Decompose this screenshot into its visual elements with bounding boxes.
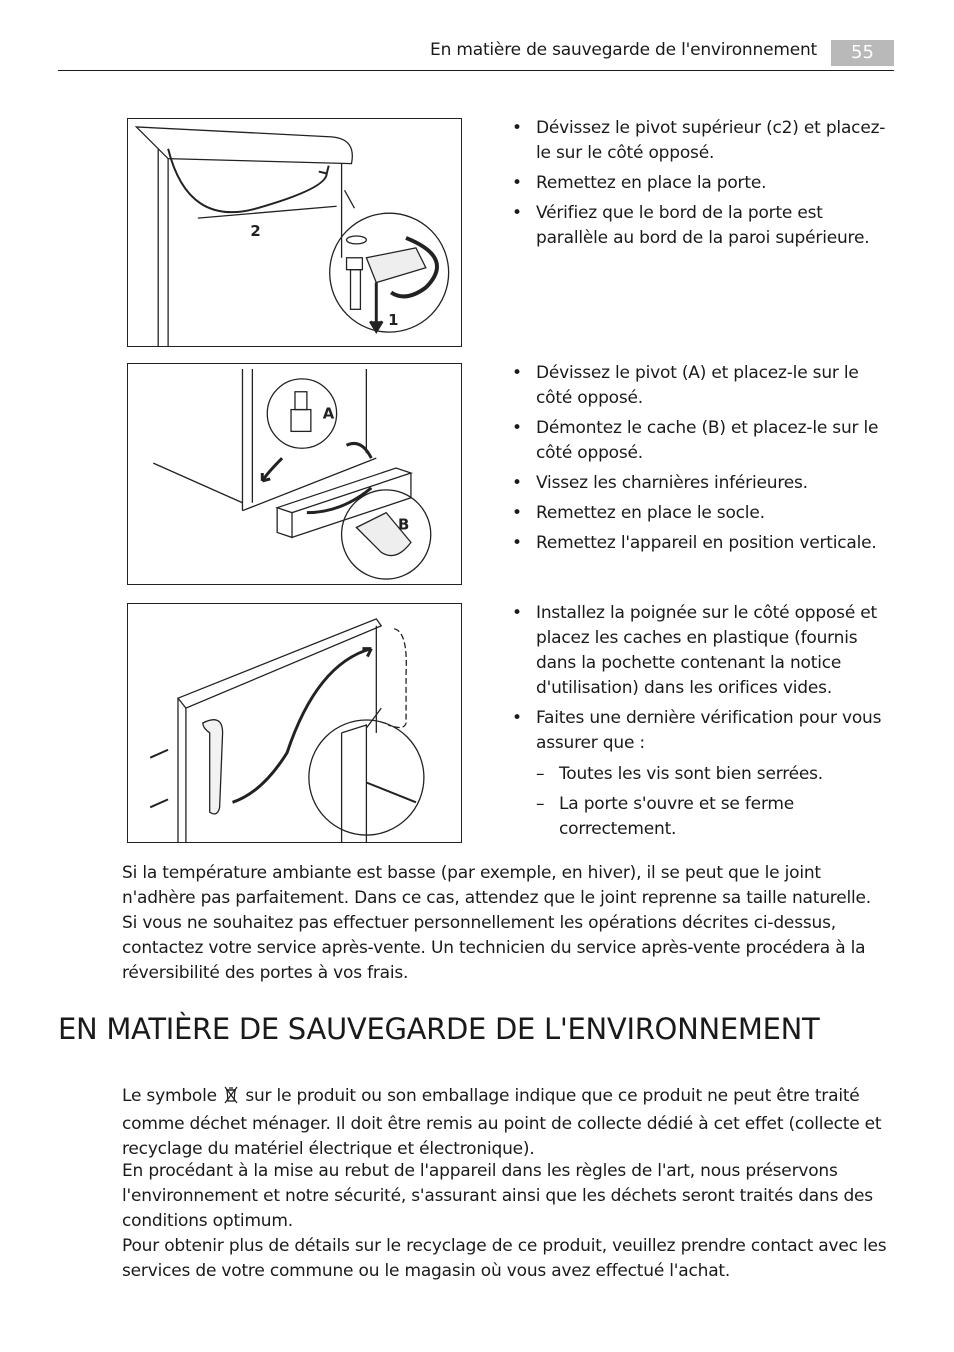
section-heading-environment: EN MATIÈRE DE SAUVEGARDE DE L'ENVIRONNEMENT [58,1012,820,1046]
running-header-title: En matière de sauvegarde de l'environnement [430,40,817,60]
list-item-text: Faites une dernière vérification pour vous assurer que : [536,708,882,753]
list-item: • Vissez les charnières inférieures. [512,471,892,496]
figure-top-hinge [127,118,462,347]
environment-text-after-icon: sur le produit ou son emballage indique que ce produit ne peut être traité comme déchet ménager. Il doit être remis au point de collecte dédié à cet effet (collecte et recyclage du matériel électrique et électronique). [122,1086,882,1159]
list-item: • Dévissez le pivot (A) et placez-le sur le côté opposé. [512,361,892,411]
environment-paragraph-1 [122,1084,897,1162]
fig2-label-a: A [322,404,335,423]
top-hinge-illustration [128,119,461,346]
list-item: • Démontez le cache (B) et placez-le sur le côté opposé. [512,416,892,466]
page-number: 55 [831,40,894,66]
fig1-label-2: 2 [250,221,261,240]
steps-list-3 [512,601,892,847]
steps-list-1 [512,116,892,256]
figure-door-handle [127,603,462,843]
list-item: • Remettez en place le socle. [512,501,892,526]
bottom-hinge-illustration [128,364,461,584]
list-item: • Dévissez le pivot supérieur (c2) et placez-le sur le côté opposé. [512,116,892,166]
list-item: • Installez la poignée sur le côté opposé et placez les caches en plastique (fournis dans la pochette contenant la notice d'utilisation) dans les orifices vides. [512,601,892,701]
environment-paragraph-2: En procédant à la mise au rebut de l'appareil dans les règles de l'art, nous préservons l'environnement et notre sécurité, s'assurant ainsi que les déchets seront traités dans des conditions optimum. [122,1161,873,1231]
fig1-label-1: 1 [388,311,399,330]
list-item: • Remettez l'appareil en position verticale. [512,531,892,556]
checks-list [536,762,892,842]
note-paragraph-temperature: Si la température ambiante est basse (par exemple, en hiver), il se peut que le joint n'adhère pas parfaitement. Dans ce cas, attendez que le joint reprenne sa taille naturelle. [122,863,871,908]
list-item: – La porte s'ouvre et se ferme correctement. [536,792,892,842]
figure-bottom-hinge [127,363,462,585]
environment-paragraph-3: Pour obtenir plus de détails sur le recyclage de ce produit, veuillez prendre contact avec les services de votre commune ou le magasin où vous avez effectué l'achat. [122,1236,887,1281]
list-item: • Remettez en place la porte. [512,171,892,196]
steps-list-2 [512,361,892,561]
note-paragraph-service: Si vous ne souhaitez pas effectuer personnellement les opérations décrites ci-dessus, contactez votre service après-vente. Un technicien du service après-vente procédera à la réversibilité des portes à vos frais. [122,913,866,983]
crossed-bin-icon [224,1086,238,1112]
environment-text-before-icon: Le symbole [122,1086,217,1106]
list-item: – Toutes les vis sont bien serrées. [536,762,892,787]
header-divider [58,70,894,71]
door-handle-illustration [128,604,461,842]
fig2-label-b: B [398,515,410,534]
list-item [512,706,892,842]
list-item: • Vérifiez que le bord de la porte est parallèle au bord de la paroi supérieure. [512,201,892,251]
